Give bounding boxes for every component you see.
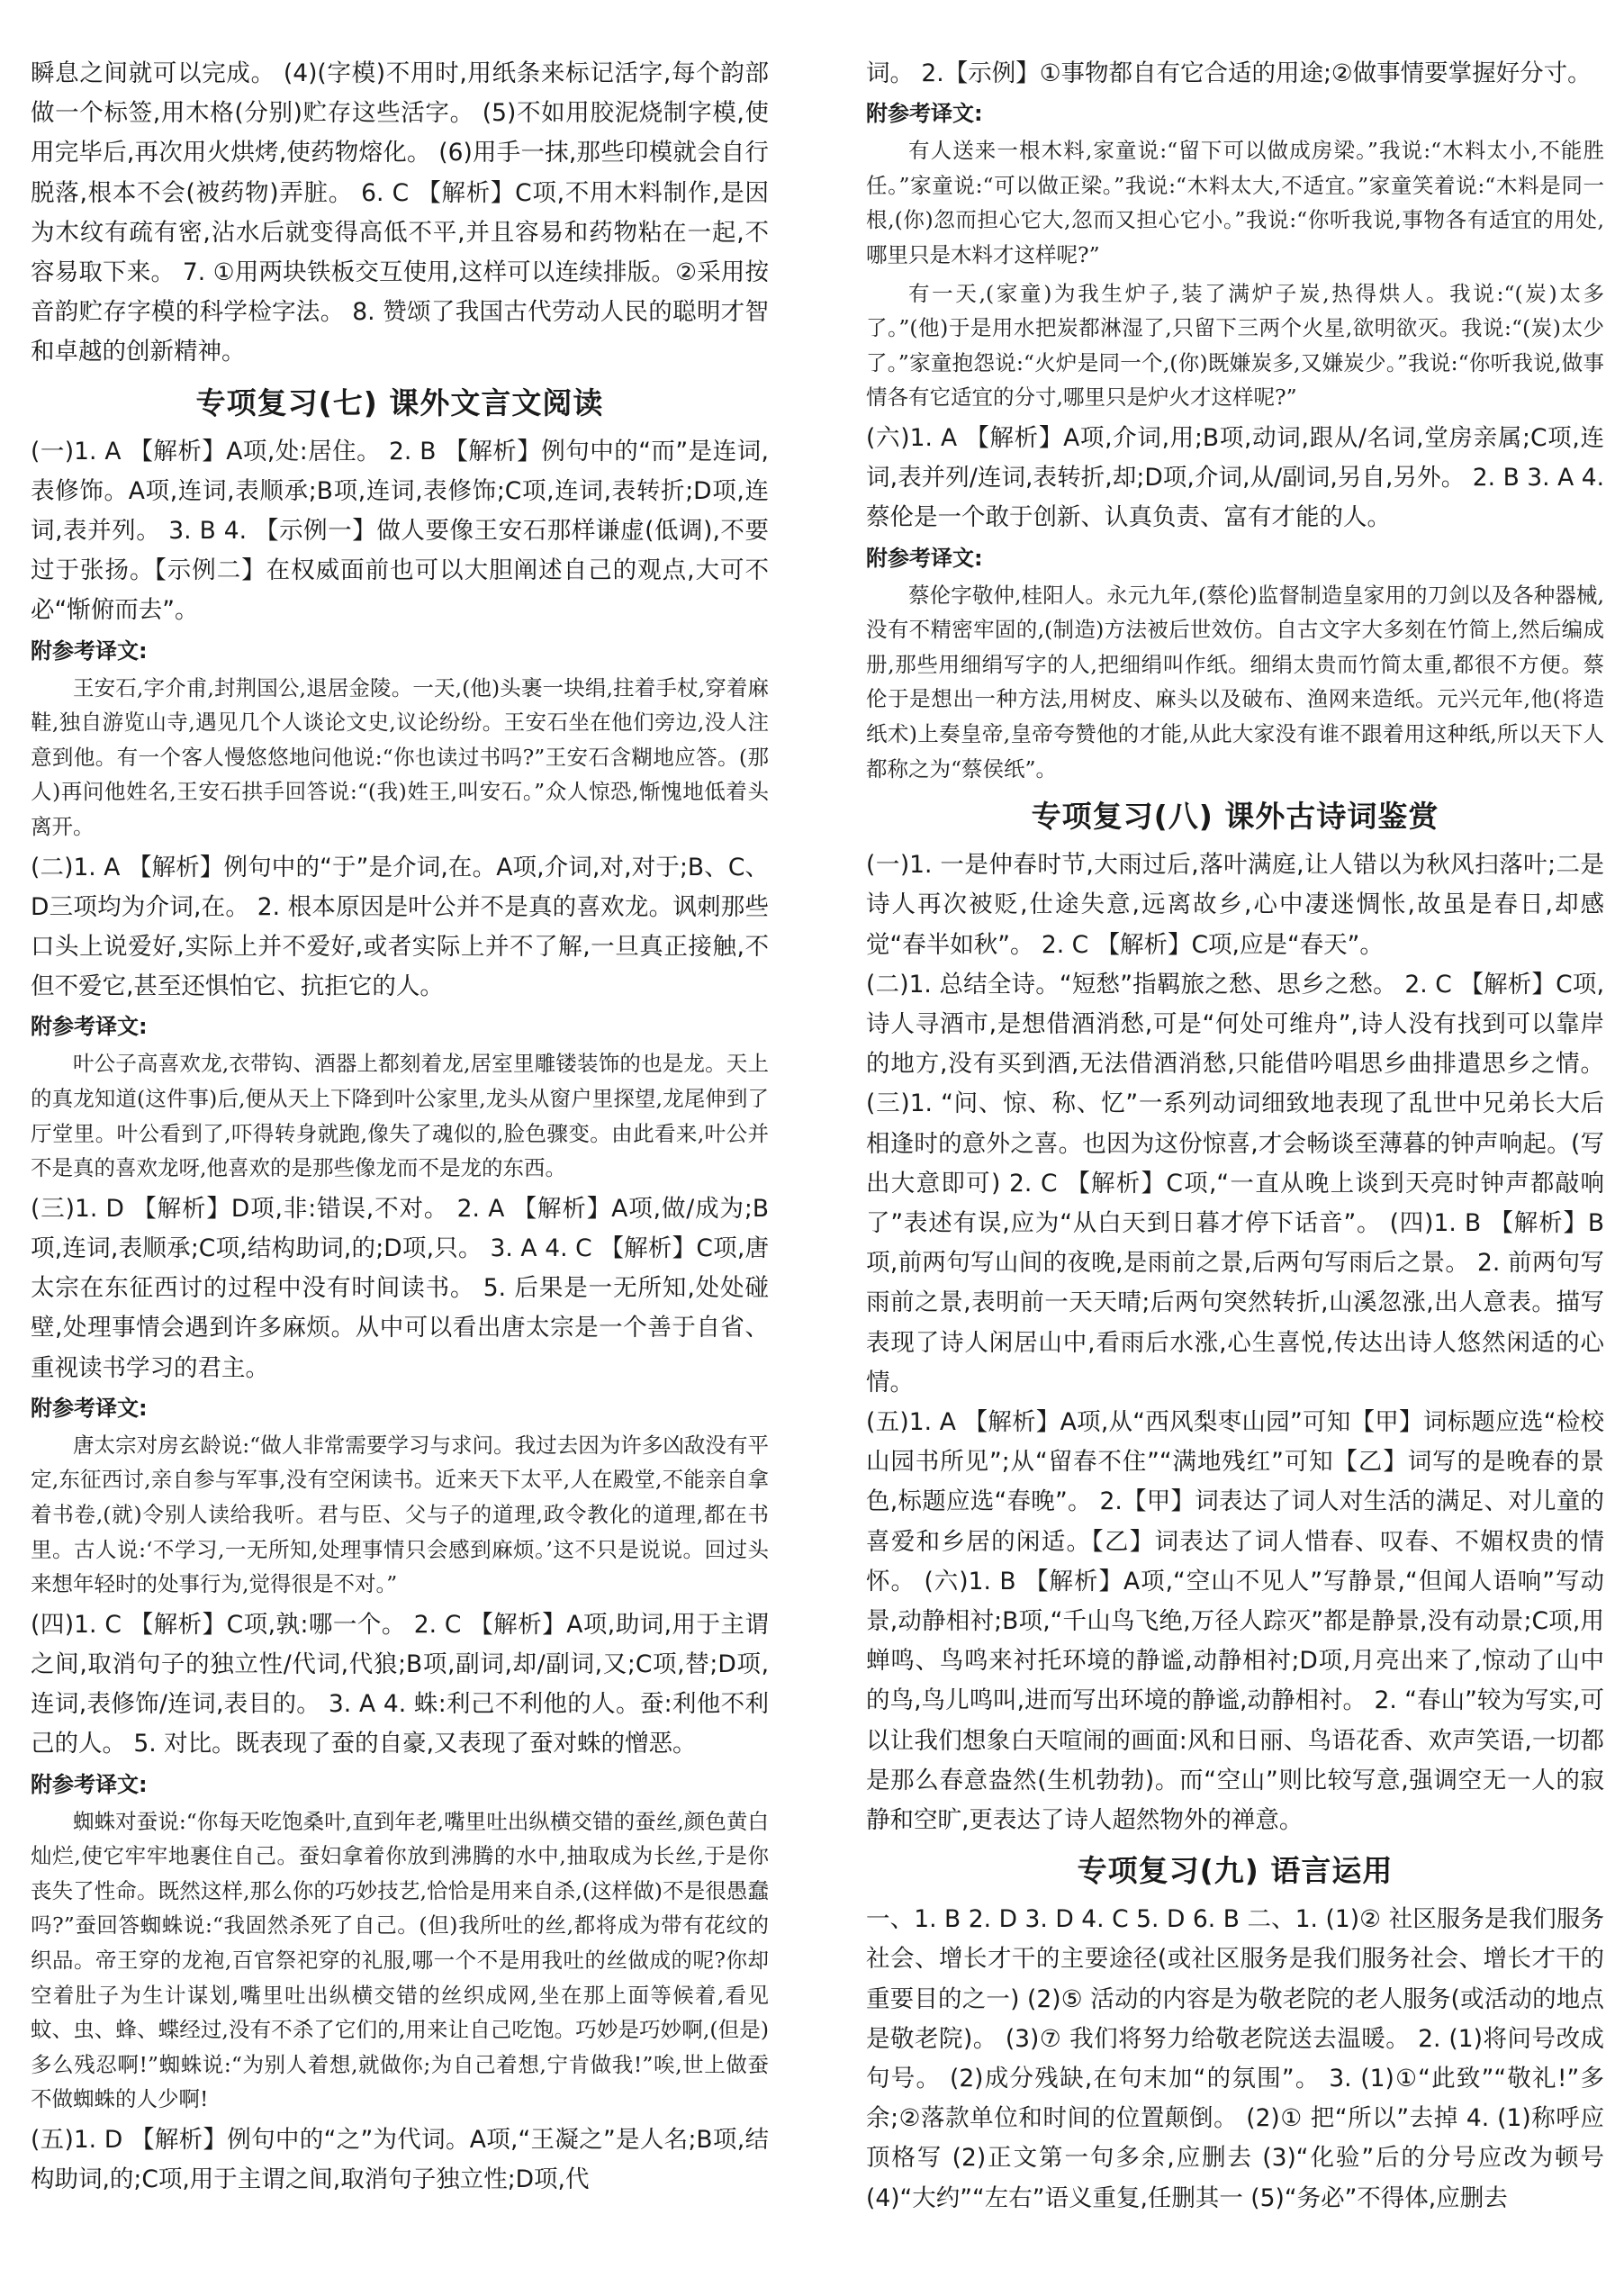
answer-block: 瞬息之间就可以完成。 (4)(字模)不用时,用纸条来标记活字,每个韵部做一个标签,用木格(分别)贮存这些活字。 (5)不如用胶泥烧制字模,使用完毕后,再次用火烘烤,使药物熔化。 (6)用手一抹,那些印模就会自行脱落,根本不会(被药物)弄脏。 6. C 【解析】C项,不用木料制作,是因为木纹有疏有密,沾水后就变得高低不平,并且容易和药物粘在一起,不容易取下来。 7. ①用两块铁板交互使用,这样可以连续排版。②采用按音韵贮存字模的科学检字法。 8. 赞颂了我国古代劳动人民的聪明才智和卓越的创新精神。 (31, 59, 769, 366)
section-title: 专项复习(九) 语言运用 (1077, 1853, 1394, 1889)
section-title: 专项复习(八) 课外古诗词鉴赏 (1031, 799, 1439, 835)
answer-block: (五)1. A 【解析】A项,从“西风梨枣山园”可知【甲】词标题应选“检校山园书所见”;从“留春不住”“满地残红”可知【乙】词写的是晚春的景色,标题应选“春晚”。 2.【甲】词表达了词人对生活的满足、对儿童的喜爱和乡居的闲适。【乙】词表达了词人惜春、叹春、不媚权贵的情怀。 (六)1. B 【解析】A项,“空山不见人”写静景,“但闻人语响”写动景,动静相衬;B项,“千山鸟飞绝,万径人踪灭”都是静景,没有动景;C项,用蝉鸣、鸟鸣来衬托环境的静谧,动静相衬;D项,月亮出来了,惊动了山中的鸟,鸟儿鸣叫,进而写出环境的静谧,动静相衬。 2. “春山”较为写实,可以让我们想象白天喧闹的画面:风和日丽、鸟语花香、欢声笑语,一切都是那么春意盎然(生机勃勃)。而“空山”则比较写意,强调空无一人的寂静和空旷,更表达了诗人超然物外的禅意。 (866, 1407, 1604, 1834)
answer-block: (一)1. A 【解析】A项,处:居住。 2. B 【解析】例句中的“而”是连词,表修饰。A项,连词,表顺承;B项,连词,表修饰;C项,连词,表转折;D项,连词,表并列。 3. B 4. 【示例一】做人要像王安石那样谦虚(低调),不要过于张扬。【示例二】在权威面前也可以大胆阐述自己的观点,大可不必“惭俯而去”。 (31, 437, 769, 625)
translation-paragraph: 王安石,字介甫,封荆国公,退居金陵。一天,(他)头裹一块绢,拄着手杖,穿着麻鞋,独自游览山寺,遇见几个人谈论文史,议论纷纷。王安石坐在他们旁边,没人注意到他。有一个客人慢悠悠地问他说:“你也读过书吗?”王安石含糊地应答。(那人)再问他姓名,王安石拱手回答说:“(我)姓王,叫安石。”众人惊恐,惭愧地低着头离开。 (31, 674, 769, 840)
reference-label: 附参考译文: (31, 637, 148, 664)
translation-paragraph: 唐太宗对房玄龄说:“做人非常需要学习与求问。我过去因为许多凶敌没有平定,东征西讨,亲自参与军事,没有空闲读书。近来天下太平,人在殿堂,不能亲自拿着书卷,(就)令别人读给我听。君与臣、父与子的道理,政令教化的道理,都在书里。古人说:‘不学习,一无所知,处理事情只会感到麻烦。’这不只是说说。回过头来想年轻时的处事行为,觉得很是不对。” (31, 1432, 769, 1597)
reference-label: 附参考译文: (31, 1014, 148, 1040)
reference-label: 附参考译文: (31, 1395, 148, 1421)
right-column (866, 54, 1604, 2219)
section-title: 专项复习(七) 课外文言文阅读 (195, 384, 604, 420)
reference-label: 附参考译文: (31, 1771, 148, 1797)
answer-block: (六)1. A 【解析】A项,介词,用;B项,动词,跟从/名词,堂房亲属;C项,连词,表并列/连词,表转折,却;D项,介词,从/副词,另自,另外。 2. B 3. A 4. 蔡伦是一个敢于创新、认真负责、富有才能的人。 (866, 423, 1604, 532)
reference-label: 附参考译文: (866, 101, 983, 127)
answer-block: (一)1. 一是仲春时节,大雨过后,落叶满庭,让人错以为秋风扫落叶;二是诗人再次被贬,仕途失意,远离故乡,心中凄迷惆怅,故虽是春日,却感觉“春半如秋”。 2. C 【解析】C项,应是“春天”。 (866, 851, 1604, 959)
reference-label: 附参考译文: (866, 545, 983, 571)
answer-block: (三)1. D 【解析】D项,非:错误,不对。 2. A 【解析】A项,做/成为;B项,连词,表顺承;C项,结构助词,的;D项,只。 3. A 4. C 【解析】C项,唐太宗在东征西讨的过程中没有时间读书。 5. 后果是一无所知,处处碰壁,处理事情会遇到许多麻烦。从中可以看出唐太宗是一个善于自省、重视读书学习的君主。 (31, 1194, 769, 1382)
translation-paragraph: 蜘蛛对蚕说:“你每天吃饱桑叶,直到年老,嘴里吐出纵横交错的蚕丝,颜色黄白灿烂,使它牢牢地裹住自己。蚕妇拿着你放到沸腾的水中,抽取成为长丝,于是你丧失了性命。既然这样,那么你的巧妙技艺,恰恰是用来自杀,(这样做)不是很愚蠢吗?”蚕回答蜘蛛说:“我固然杀死了自己。(但)我所吐的丝,都将成为带有花纹的织品。帝王穿的龙袍,百官祭祀穿的礼服,哪一个不是用我吐的丝做成的呢?你却空着肚子为生计谋划,嘴里吐出纵横交错的丝织成网,坐在那上面等候着,看见蚊、虫、蜂、蝶经过,没有不杀了它们的,用来让自己吃饱。巧妙是巧妙啊,(但是)多么残忍啊!”蜘蛛说:“为别人着想,就做你;为自己着想,宁肯做我!”唉,世上做蚕不做蜘蛛的人少啊! (31, 1808, 769, 2112)
answer-block: (四)1. C 【解析】C项,孰:哪一个。 2. C 【解析】A项,助词,用于主谓之间,取消句子的独立性/代词,代狼;B项,副词,却/副词,又;C项,替;D项,连词,表修饰/连词,表目的。 3. A 4. 蛛:利己不利他的人。蚕:利他不利己的人。 5. 对比。既表现了蚕的自豪,又表现了蚕对蛛的憎恶。 (31, 1610, 769, 1758)
answer-block: (二)1. A 【解析】例句中的“于”是介词,在。A项,介词,对,对于;B、C、D三项均为介词,在。 2. 根本原因是叶公并不是真的喜欢龙。讽刺那些口头上说爱好,实际上并不爱好,或者实际上并不了解,一旦真正接触,不但不爱它,甚至还惧怕它、抗拒它的人。 (31, 853, 769, 1001)
translation-paragraph: 蔡伦字敬仲,桂阳人。永元九年,(蔡伦)监督制造皇家用的刀剑以及各种器械,没有不精密牢固的,(制造)方法被后世效仿。自古文字大多刻在竹简上,然后编成册,那些用细绢写字的人,把细绢叫作纸。细绢太贵而竹简太重,都很不方便。蔡伦于是想出一种方法,用树皮、麻头以及破布、渔网来造纸。元兴元年,他(将造纸术)上奏皇帝,皇帝夸赞他的才能,从此大家没有谁不跟着用这种纸,所以天下人都称之为“蔡侯纸”。 (866, 582, 1604, 782)
answer-block: (五)1. D 【解析】例句中的“之”为代词。A项,“王凝之”是人名;B项,结构助词,的;C项,用于主谓之间,取消句子独立性;D项,代 (31, 2125, 769, 2194)
translation-paragraph: 有人送来一根木料,家童说:“留下可以做成房梁。”我说:“木料太小,不能胜任。”家童说:“可以做正梁。”我说:“木料太大,不适宜。”家童笑着说:“木料是同一根,(你)忽而担心它大,忽而又担心它小。”我说:“你听我说,事物各有适宜的用处,哪里只是木料才这样呢?” (866, 138, 1604, 267)
translation-paragraph: 叶公子高喜欢龙,衣带钩、酒器上都刻着龙,居室里雕镂装饰的也是龙。天上的真龙知道(这件事)后,便从天上下降到叶公家里,龙头从窗户里探望,龙尾伸到了厅堂里。叶公看到了,吓得转身就跑,像失了魂似的,脸色骤变。由此看来,叶公并不是真的喜欢龙呀,他喜欢的是那些像龙而不是龙的东西。 (31, 1051, 769, 1181)
answer-block: (二)1. 总结全诗。“短愁”指羁旅之愁、思乡之愁。 2. C 【解析】C项,诗人寻酒市,是想借酒消愁,可是“何处可维舟”,诗人没有找到可以靠岸的地方,没有买到酒,无法借酒消愁,只能借吟唱思乡曲排遣思乡之情。 (三)1. “问、惊、称、忆”一系列动词细致地表现了乱世中兄弟长大后相逢时的意外之喜。也因为这份惊喜,才会畅谈至薄暮的钟声响起。(写出大意即可) 2. C 【解析】C项,“一直从晚上谈到天亮时钟声都敲响了”表述有误,应为“从白天到日暮才停下话音”。 (四)1. B 【解析】B项,前两句写山间的夜晚,是雨前之景,后两句写雨后之景。 2. 前两句写雨前之景,表明前一天天晴;后两句突然转折,山溪忽涨,出人意表。描写表现了诗人闲居山中,看雨后水涨,心生喜悦,传达出诗人悠然闲适的心情。 (866, 970, 1604, 1397)
answer-block: 词。 2.【示例】①事物都自有它合适的用途;②做事情要掌握好分寸。 (866, 59, 1592, 87)
translation-paragraph: 有一天,(家童)为我生炉子,装了满炉子炭,热得烘人。我说:“(炭)太多了。”(他)于是用水把炭都淋湿了,只留下三两个火星,欲明欲灭。我说:“(炭)太少了。”家童抱怨说:“火炉是同一个,(你)既嫌炭多,又嫌炭少。”我说:“你听我说,做事情各有它适宜的分寸,哪里只是炉火才这样呢?” (866, 280, 1604, 411)
left-column (31, 54, 769, 2200)
answer-block: 一、1. B 2. D 3. D 4. C 5. D 6. B 二、1. (1)② 社区服务是我们服务社会、增长才干的主要途径(或社区服务是我们服务社会、增长才干的重要目的之一) (2)⑤ 活动的内容是为敬老院的老人服务(或活动的地点是敬老院)。 (3)⑦ 我们将努力给敬老院送去温暖。 2. (1)将问号改成句号。 (2)成分残缺,在句末加“的氛围”。 3. (1)①“此致”“敬礼!”多余;②落款单位和时间的位置颠倒。 (2)① 把“所以”去掉 4. (1)称呼应顶格写 (2)正文第一句多余,应删去 (3)“化验”后的分号应改为顿号 (4)“大约”“左右”语义重复,任删其一 (5)“务必”不得体,应删去 (866, 1905, 1604, 2212)
